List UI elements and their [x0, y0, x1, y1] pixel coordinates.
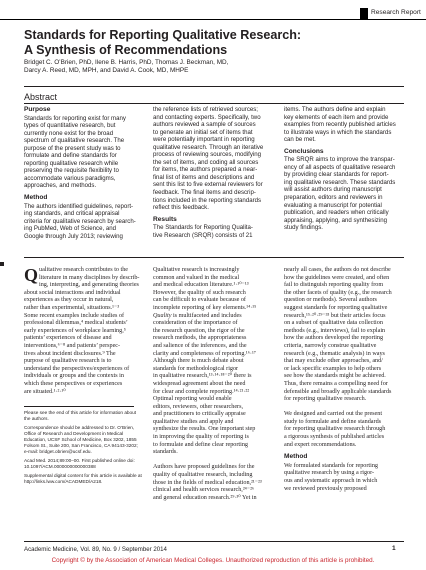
text-line: methods (e.g., interviews), fail to explain	[284, 327, 386, 334]
text-line: those in the fields of medical education,²¹⁻²³	[153, 479, 262, 486]
footnote: Please see the end of this article for information about the authors.	[24, 410, 137, 421]
text-line: We designed and carried out the present	[284, 411, 383, 418]
conclusions-heading: Conclusions	[284, 147, 324, 155]
text-line: criteria, narrowly construe qualitative	[284, 342, 377, 349]
text-line: research methods, the appropriateness	[153, 335, 247, 342]
article-title	[24, 28, 404, 57]
text-line: authors reviewed a sample of sources	[153, 121, 256, 129]
text-line	[284, 404, 408, 412]
text-line: Google through July 2013; reviewing	[24, 232, 123, 240]
text-line: will assist authors during manuscript	[284, 186, 382, 194]
text-line: or lack specific examples to help others	[284, 365, 382, 372]
text-line: were potentially important in reporting	[153, 136, 255, 144]
text-line: sent this list to five external reviewers for	[153, 181, 263, 189]
text-line: The authors identified guidelines, report-	[24, 202, 134, 210]
text-line: which these perspectives or experiences	[24, 380, 123, 387]
text-line: Standards for reporting exist for many	[24, 114, 126, 122]
text-line: experiences as they occur in natural,	[24, 297, 114, 304]
text-line: nearly all cases, the authors do not describe	[284, 267, 391, 273]
text-line: examples from recently published articles	[284, 121, 396, 129]
text-line: qualitative research. Through an iterative	[153, 143, 264, 151]
text-line: purpose of qualitative research is to	[24, 358, 112, 365]
results-text-continued	[284, 106, 408, 144]
text-line: reflect this feedback.	[153, 204, 209, 212]
text-line: synthesize the results. One important step	[153, 426, 256, 433]
footnote: Supplemental digital content for this article is available at http://links.lww.com/ACADMED/A218.	[24, 473, 142, 484]
text-line: ing qualitative research. These standards	[284, 178, 396, 186]
text-line: preparation, editors and reviewers in	[284, 194, 383, 202]
footnote-rule	[24, 406, 134, 407]
text-line: The SRQR aims to improve the transpar-	[284, 156, 395, 164]
page-number: 1	[392, 545, 396, 552]
text-line: process of reviewing sources, modifying	[153, 151, 262, 159]
text-line: to illustrate ways in which the standards	[284, 128, 392, 136]
header-tab-marker	[360, 8, 368, 20]
body-column-1	[24, 267, 144, 396]
text-line: for clear and complete reporting.¹⁴·²¹·²²	[153, 388, 250, 395]
text-line: the reference lists of retrieved sources;	[153, 106, 258, 113]
text-line: on a subset of qualitative data collection	[284, 320, 383, 327]
text-line: items. The authors define and explain	[284, 106, 386, 113]
text-line: literature in many disciplines by describ-	[39, 274, 140, 281]
abstract-column-1	[24, 106, 148, 240]
text-line: and salience of the inferences, and the	[153, 342, 247, 349]
text-line: appraising, applying, and synthesizing	[284, 216, 387, 224]
text-line: a rigorous synthesis of published articles	[284, 434, 385, 441]
text-line: the research question, the rigor of the	[153, 327, 245, 334]
author-list	[24, 59, 404, 75]
results-text	[153, 224, 277, 239]
method-text	[24, 203, 148, 241]
footnote: Correspondence should be addressed to Dr. O’Brien, Office of Research and Development in Medical Education, UCSF School of Medicine, Box 3202, 1855 Folsom St., Suite 200, San Francisco, CA 94143-3202; e-mail: bridget.obrien@ucsf.edu.	[24, 425, 138, 454]
text-line: We formulated standards for reporting	[284, 462, 378, 469]
text-line: feedback. The final items and descrip-	[153, 189, 256, 197]
drop-cap: Q	[24, 265, 39, 285]
text-line: patients’ experiences of disease and	[24, 335, 112, 342]
text-line: ous and systematic approach in which	[284, 478, 378, 485]
text-line: how the guidelines were created, and often	[284, 274, 390, 281]
text-line: widespread agreement about the need	[153, 380, 246, 387]
text-line: clinical and health services research,²⁴⁻²⁶	[153, 487, 255, 494]
text-line: evaluating a manuscript for potential	[284, 201, 382, 209]
abstract-column-2	[153, 106, 277, 239]
text-line: in improving the quality of reporting is	[153, 434, 249, 441]
text-line: suggest standards for reporting qualitative	[284, 304, 388, 311]
text-line: reporting qualitative research while	[24, 159, 119, 167]
text-line: ualitative research contributes to the	[39, 267, 129, 273]
margin-marker	[0, 262, 4, 266]
text-line: standards.	[153, 449, 178, 456]
text-line: qualitative studies and apply and	[153, 418, 234, 425]
abstract-heading-rule	[24, 103, 404, 104]
abstract-column-3	[284, 106, 408, 232]
text-line: common and valued in the medical	[153, 274, 240, 281]
method-section-heading: Method	[284, 453, 308, 461]
text-line: study findings.	[284, 224, 323, 232]
text-line: publication, and readers when critically	[284, 209, 389, 217]
text-line: incomplete reporting of key elements.¹⁴·¹⁵	[153, 304, 257, 311]
text-line: Although there is much debate about	[153, 358, 244, 365]
text-line: and expert recommendations.	[284, 441, 357, 448]
text-line: we reviewed previously proposed	[284, 485, 367, 492]
text-line: The Standards for Reporting Qualita-	[153, 224, 253, 232]
text-line: research,¹⁵·²⁰·²⁹⁻³³ but their articles focus	[284, 312, 386, 319]
text-line: for reporting qualitative research through	[284, 426, 386, 433]
text-line: to formulate and define clear reporting	[153, 441, 248, 448]
text-line: qualitative research by using a rigor-	[284, 470, 375, 477]
text-line: for reporting qualitative research.	[284, 396, 367, 403]
text-line: Optimal reporting would enable	[153, 396, 232, 403]
text-line: by providing clear standards for report-	[284, 171, 389, 179]
text-line: approaches, and methods.	[24, 182, 97, 190]
purpose-text	[24, 115, 148, 190]
text-line: tions included in the reporting standards	[153, 196, 262, 204]
text-line: interventions,⁶⁻⁸ and patients’ perspec-	[24, 342, 121, 349]
purpose-heading: Purpose	[24, 106, 51, 113]
conclusions-text	[284, 156, 408, 231]
text-line: tive Research (SRQR) consists of 21	[153, 231, 253, 239]
text-line: to generate an initial set of items that	[153, 128, 253, 136]
text-line: types of quantitative research, but	[24, 122, 116, 130]
body-column-2	[153, 267, 277, 502]
text-line: and contacting experts. Specifically, two	[153, 113, 261, 121]
body-column-3	[284, 267, 408, 493]
text-line: Authors have proposed guidelines for the	[153, 464, 255, 471]
text-line: preserving the requisite flexibility to	[24, 167, 119, 175]
text-line: how the authors developed the reporting	[284, 335, 384, 342]
text-line: However, the quality of such research	[153, 289, 246, 296]
abstract-top-rule	[24, 86, 404, 87]
text-line: defensible and broadly applicable standards	[284, 388, 392, 395]
text-line: rather than experimental, situations.¹⁻³	[24, 304, 120, 311]
footer-rule	[24, 541, 404, 542]
intro-paragraph-3	[284, 267, 408, 449]
text-line: tives about incident disclosures.⁹ The	[24, 350, 116, 357]
text-line: consideration of the importance of	[153, 320, 238, 327]
text-line: Qualitative research is increasingly	[153, 267, 240, 273]
text-line: for items, the authors prepared a near-	[153, 166, 258, 174]
method-text-continued	[153, 106, 277, 212]
journal-citation: Academic Medicine, Vol. 89, No. 9 / September 2014	[24, 546, 167, 553]
footnote: Acad Med. 2014;89:00–00. First published online doi: 10.1097/ACM.0000000000000388	[24, 458, 135, 469]
authors-line-2: Darcy A. Reed, MD, MPH, and David A. Cook, MD, MHPE	[24, 67, 189, 74]
text-line: ing standards, and critical appraisal	[24, 210, 120, 218]
text-line: about social interactions and individual	[24, 289, 121, 296]
text-line: professional dilemmas,⁴ medical students’	[24, 320, 128, 327]
text-line: and medical education literature.¹·¹⁰⁻¹³	[153, 282, 249, 289]
text-line: and practitioners to critically appraise	[153, 411, 246, 418]
text-line: standards for methodological rigor	[153, 365, 239, 372]
text-line: spectrum of qualitative research. The	[24, 137, 125, 145]
method-paragraph	[284, 463, 408, 493]
text-line: question or methods). Several authors	[284, 297, 377, 304]
footnote-list	[24, 410, 142, 485]
title-line-1: Standards for Reporting Qualitative Research:	[24, 28, 302, 42]
intro-paragraph-2	[153, 267, 277, 502]
intro-paragraph-1	[24, 267, 144, 396]
text-line: and general education research.²⁹·³⁰ Yet in	[153, 494, 257, 501]
authors-line-1: Bridget C. O’Brien, PhD, Ilene B. Harris, PhD, Thomas J. Beckman, MD,	[24, 59, 229, 66]
text-line: ency of all aspects of qualitative research	[284, 163, 396, 171]
text-line: research (e.g., thematic analysis) in ways	[284, 350, 385, 357]
text-line: quality of qualitative research, including	[153, 472, 253, 479]
text-line: individuals or groups and the contexts in	[24, 373, 124, 380]
text-line: can be met.	[284, 136, 316, 144]
text-line: purpose of the present study was to	[24, 144, 121, 152]
method-heading: Method	[24, 194, 48, 202]
abstract-heading: Abstract	[24, 92, 58, 102]
text-line: Quality is multifaceted and includes	[153, 312, 242, 319]
text-line: are situated.¹·²·¹⁰	[24, 388, 66, 395]
title-line-2: A Synthesis of Recommendations	[24, 42, 228, 57]
text-line: formulate and define standards for	[24, 152, 117, 160]
abstract-bottom-rule	[24, 257, 404, 258]
text-line: study to formulate and define standards	[284, 418, 382, 425]
text-line: currently none exist for the broad	[24, 129, 114, 137]
copyright-notice: Copyright © by the Association of American Medical Colleges. Unauthorized reproduction of this article is prohibited.	[51, 557, 375, 564]
text-line: early experiences of workplace learning,⁵	[24, 327, 126, 334]
text-line: the other facets of quality (e.g., the research	[284, 289, 392, 296]
text-line: the set of items, and coding all sources	[153, 158, 259, 166]
text-line: criteria for qualitative research by search-	[24, 217, 136, 225]
text-line: ing PubMed, Web of Science, and	[24, 225, 117, 233]
text-line: fail to distinguish reporting quality from	[284, 282, 384, 289]
text-line: editors, reviewers, other researchers,	[153, 403, 244, 410]
text-line: Some recent examples include studies of	[24, 312, 125, 319]
text-line: in qualitative research,¹³·¹⁴·¹⁸⁻²⁰ there is	[153, 373, 252, 380]
text-line: final list of items and descriptions and	[153, 173, 255, 181]
text-line: that may exclude other approaches, and/	[284, 358, 383, 365]
text-line: accommodate various paradigms,	[24, 174, 116, 182]
text-line: key elements of each item and provide	[284, 113, 389, 121]
text-line: ing, interpreting, and generating theories	[39, 282, 139, 289]
section-label: Research Report	[371, 9, 421, 16]
text-line: Thus, there remains a compelling need for	[284, 380, 388, 387]
footnotes	[24, 410, 142, 488]
text-line: clarity and completeness of reporting.¹⁶·¹⁷	[153, 350, 256, 357]
results-heading: Results	[153, 215, 177, 223]
text-line: can be difficult to evaluate because of	[153, 297, 246, 304]
text-line: see how the standards might be achieved.	[284, 373, 386, 380]
text-line: understand the perspectives/experiences of	[24, 365, 130, 372]
